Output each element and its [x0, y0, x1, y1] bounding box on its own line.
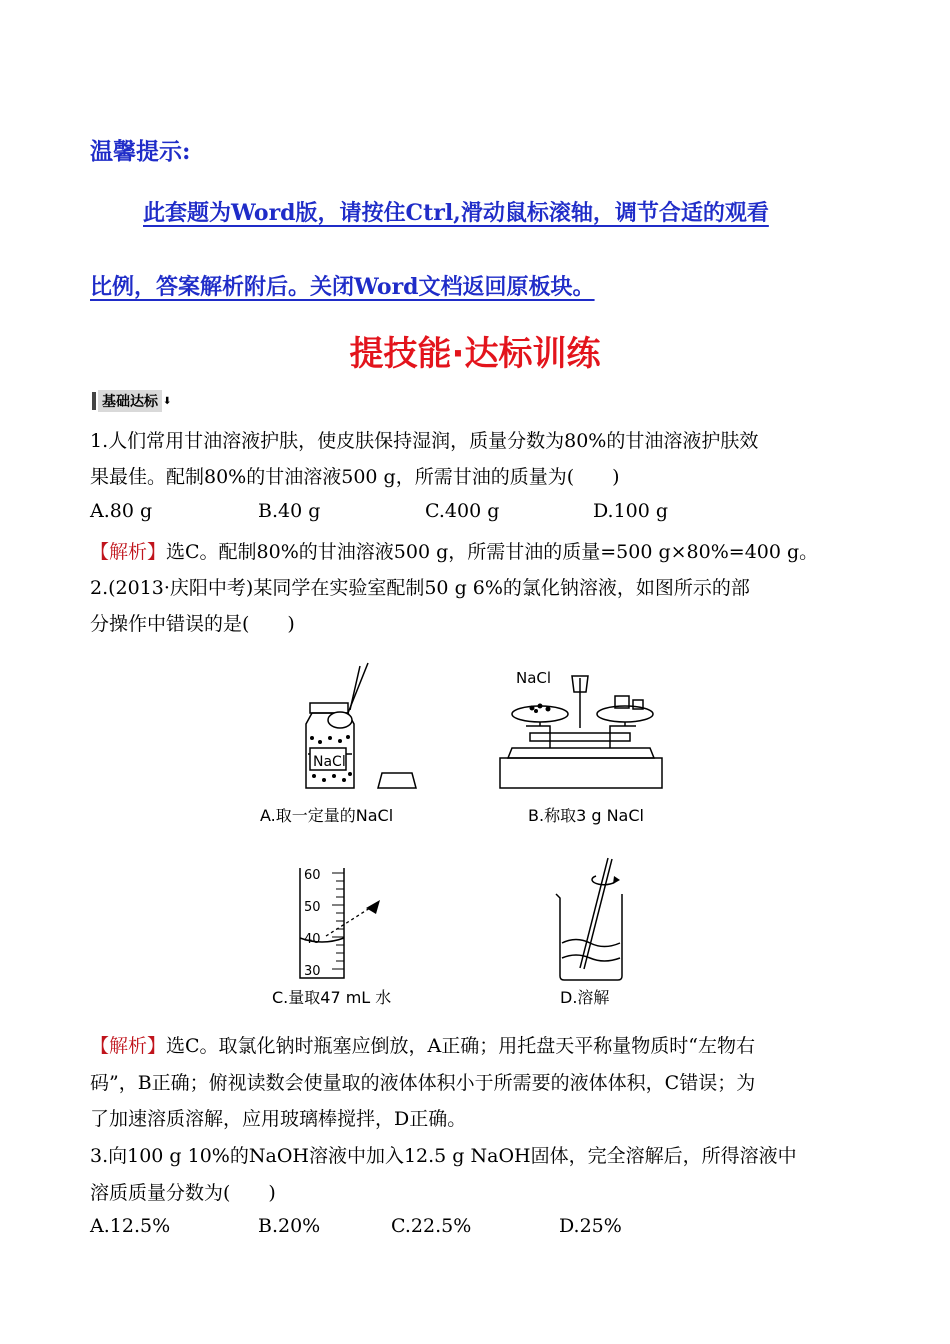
- q2-line-1: 2.(2013·庆阳中考)某同学在实验室配制50 g 6%的氯化钠溶液，如图所示的部: [90, 577, 750, 599]
- tip-title: 温馨提示:: [90, 138, 191, 165]
- q1-analysis: [90, 537, 818, 564]
- q3-line-1: 3.向100 g 10%的NaOH溶液中加入12.5 g NaOH固体，完全溶解后，所得溶液中: [90, 1145, 797, 1167]
- q2-analysis-line-3: 了加速溶质溶解，应用玻璃棒搅拌，D正确。: [90, 1108, 467, 1130]
- sight-line: [326, 908, 370, 936]
- section-header: [92, 391, 171, 411]
- caption-c: C.量取47 mL 水: [272, 988, 392, 1007]
- experiment-figure: [250, 658, 690, 1013]
- q1-line-2: 果最佳。配制80%的甘油溶液500 g，所需甘油的质量为( ): [90, 466, 620, 488]
- balance: [500, 676, 662, 788]
- down-arrow-icon: ⬇: [163, 395, 172, 407]
- q3-option-b: B.20%: [258, 1215, 321, 1237]
- q3-option-d: D.25%: [559, 1215, 622, 1237]
- q1-option-c: C.400 g: [425, 500, 500, 522]
- stopper: [378, 773, 416, 788]
- q2-analysis-text-1: 选C。取氯化钠时瓶塞应倒放，A正确；用托盘天平称量物质时“左物右: [166, 1035, 755, 1057]
- cylinder-scale: [332, 873, 344, 969]
- q1-option-d: D.100 g: [593, 500, 669, 522]
- caption-b: B.称取3 g NaCl: [528, 806, 644, 825]
- tick-60: 60: [304, 868, 321, 883]
- tick-50: 50: [304, 900, 321, 915]
- analysis-tag: 【解析】: [90, 1035, 167, 1057]
- page-title: 提技能·达标训练: [349, 334, 601, 374]
- caption-d: D.溶解: [560, 988, 610, 1007]
- rotate-arrow-icon: [613, 876, 620, 884]
- q1-analysis-text: 选C。配制80%的甘油溶液500 g，所需甘油的质量=500 g×80%=400 g。: [166, 541, 819, 563]
- q3-option-a: A.12.5%: [90, 1215, 171, 1237]
- tip-line-1[interactable]: 此套题为Word版，请按住Ctrl,滑动鼠标滚轴，调节合适的观看: [143, 200, 769, 226]
- balance-salt: [530, 704, 551, 714]
- tip-line-2[interactable]: 比例，答案解析附后。关闭Word文档返回原板块。: [90, 274, 595, 300]
- jar-label: NaCl: [313, 754, 346, 770]
- q1-option-a: A.80 g: [90, 500, 153, 522]
- caption-a: A.取一定量的NaCl: [260, 806, 394, 825]
- q2-analysis-line-1: [90, 1031, 755, 1058]
- beaker: [556, 858, 622, 980]
- spoon: [328, 663, 368, 728]
- q3-option-c: C.22.5%: [391, 1215, 472, 1237]
- analysis-tag: 【解析】: [90, 541, 167, 563]
- q1-option-b: B.40 g: [258, 500, 321, 522]
- tick-40: 40: [304, 932, 321, 947]
- balance-label: NaCl: [516, 669, 552, 687]
- tick-30: 30: [304, 964, 321, 979]
- q3-line-2: 溶质质量分数为( ): [90, 1182, 276, 1204]
- eye-icon: [366, 900, 380, 914]
- section-bar: [92, 392, 96, 410]
- section-label: 基础达标: [98, 390, 162, 412]
- q1-line-1: 1.人们常用甘油溶液护肤，使皮肤保持湿润，质量分数为80%的甘油溶液护肤效: [90, 430, 759, 452]
- q2-analysis-line-2: 码”，B正确；俯视读数会使量取的液体体积小于所需要的液体体积，C错误；为: [90, 1072, 756, 1094]
- q2-line-2: 分操作中错误的是( ): [90, 613, 295, 635]
